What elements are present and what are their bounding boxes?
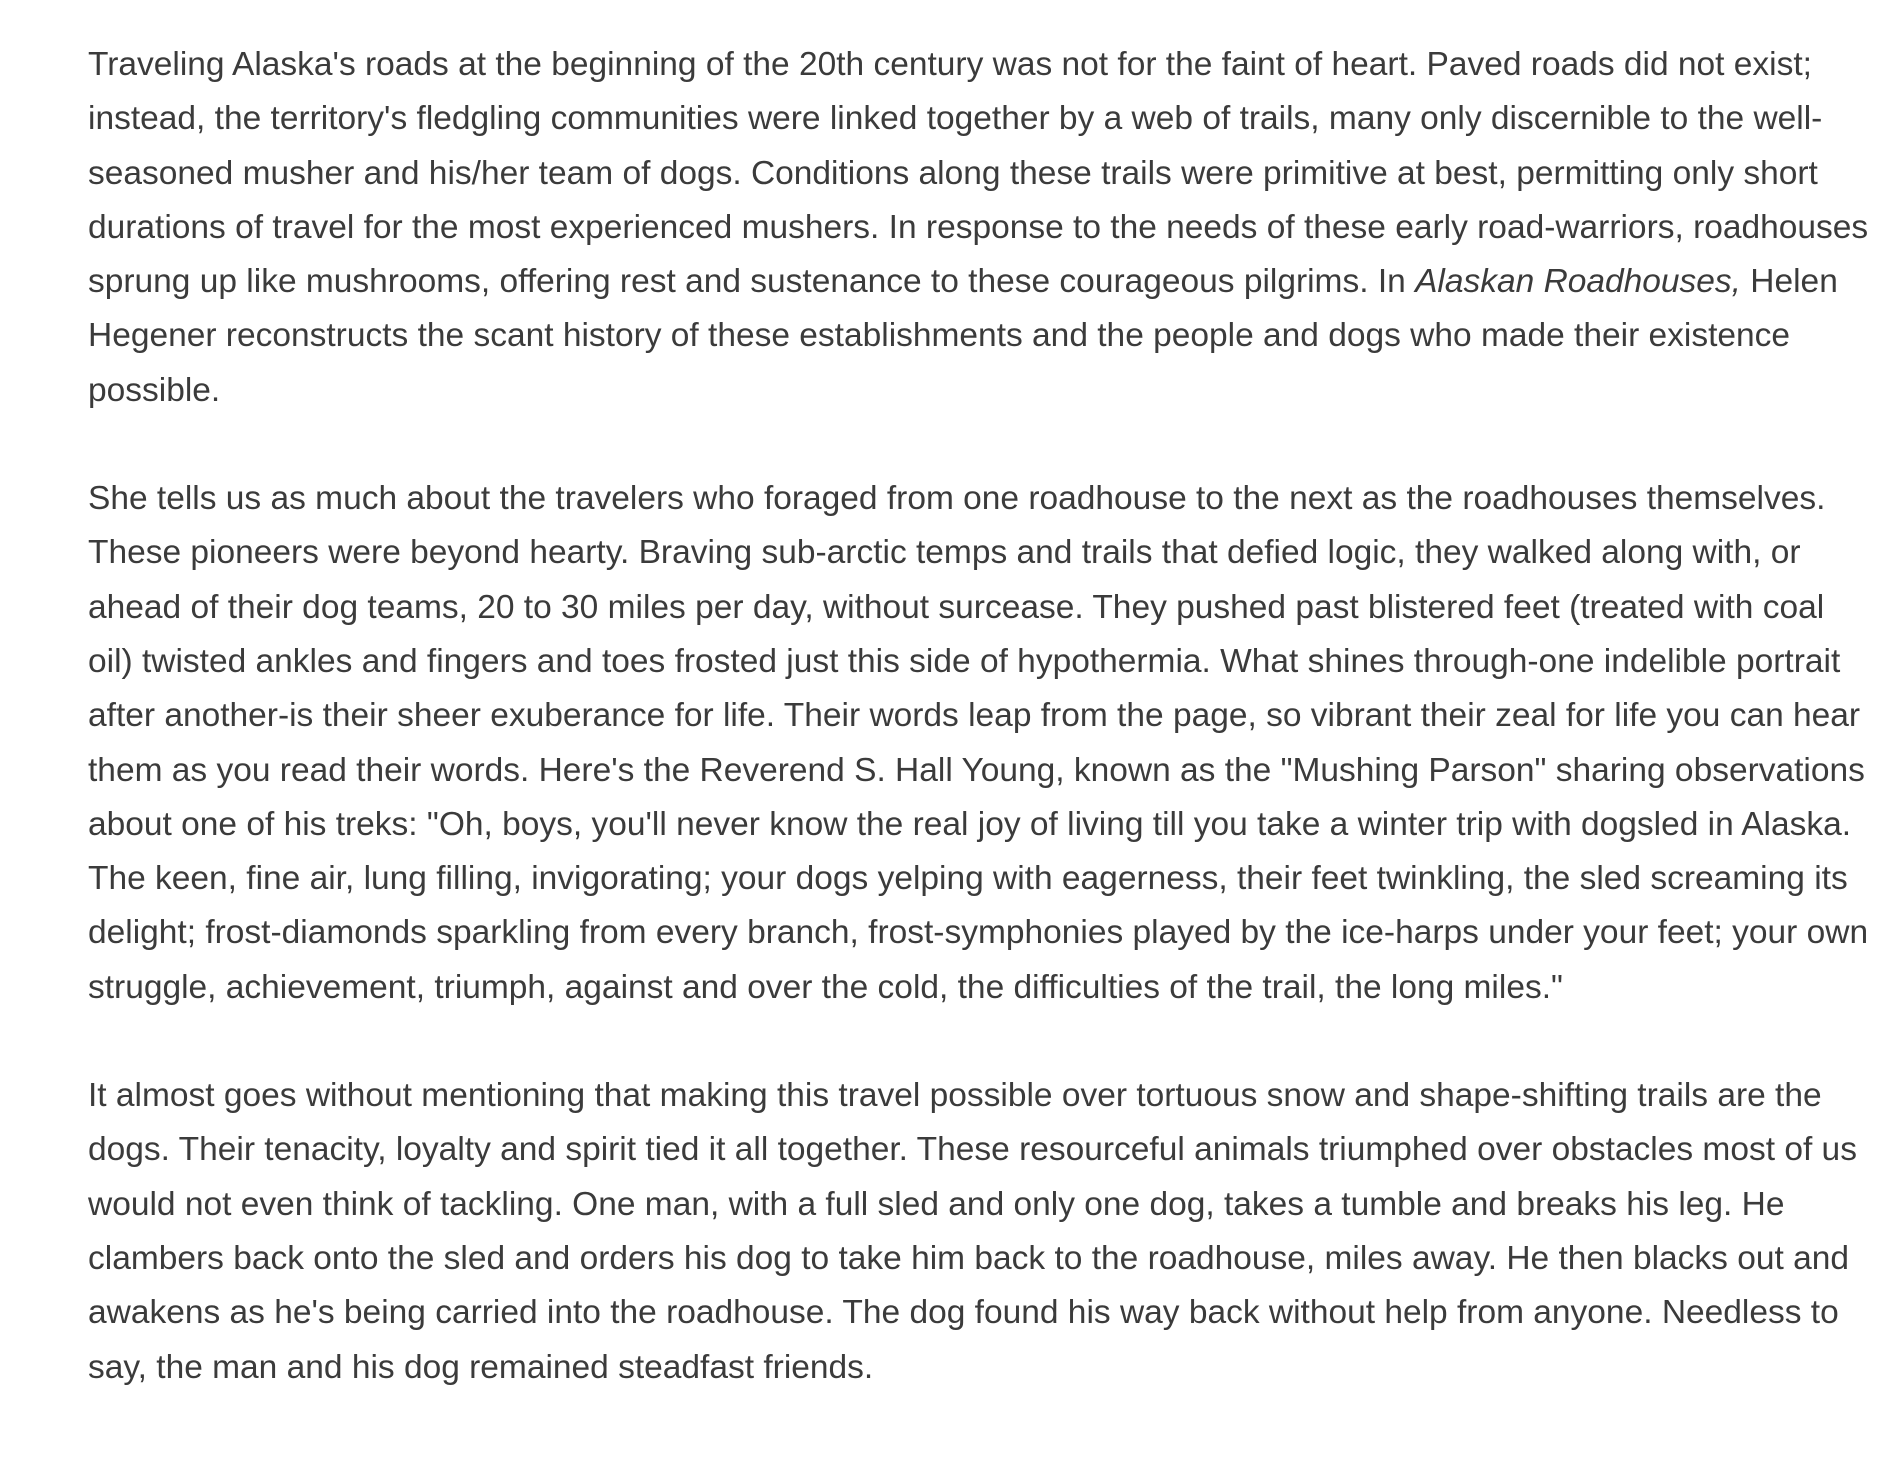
paragraph-intro [88,38,1878,418]
paragraph-intro-text-end: Helen Hegener reconstructs the scant history of these establishments and the people and dogs who made their existence possible. [88,263,1838,409]
paragraph-dogs: It almost goes without mentioning that making this travel possible over tortuous snow and shape-shifting trails are the dogs. Their tenacity, loyalty and spirit tied it all together. These resourceful animals triumphed over obstacles most of us would not even think of tackling. One man, with a full sled and only one dog, takes a tumble and breaks his leg. He clambers back onto the sled and orders his dog to take him back to the roadhouse, miles away. He then blacks out and awakens as he's being carried into the roadhouse. The dog found his way back without help from anyone. Needless to say, the man and his dog remained steadfast friends. [88,1077,1857,1386]
paragraph-travelers: She tells us as much about the travelers who foraged from one roadhouse to the next as the roadhouses themselves. These pioneers were beyond hearty. Braving sub-arctic temps and trails that defied logic, they walked along with, or ahead of their dog teams, 20 to 30 miles per day, without surcease. They pushed past blistered feet (treated with coal oil) twisted ankles and fingers and toes frosted just this side of hypothermia. What shines through-one indelible portrait after another-is their sheer exuberance for life. Their words leap from the page, so vibrant their zeal for life you can hear them as you read their words. Here's the Reverend S. Hall Young, known as the "Mushing Parson" sharing observations about one of his treks: "Oh, boys, you'll never know the real joy of living till you take a winter trip with dogsled in Alaska. The keen, fine air, lung filling, invigorating; your dogs yelping with eagerness, their feet twinkling, the sled screaming its delight; frost-diamonds sparkling from every branch, frost-symphonies played by the ice-harps under your feet; your own struggle, achievement, triumph, against and over the cold, the difficulties of the trail, the long miles." [88,480,1869,1006]
article-body [88,38,1878,1449]
book-title: Alaskan Roadhouses, [1415,263,1741,301]
paragraph-intro-text-start: Traveling Alaska's roads at the beginning of the 20th century was not for the faint of heart. Paved roads did not exist; instead, the territory's fledgling communities were linked together by a web of trails, many only discernible to the well-seasoned musher and his/her team of dogs. Conditions along these trails were primitive at best, permitting only short durations of travel for the most experienced mushers. In response to the needs of these early road-warriors, roadhouses sprung up like mushrooms, offering rest and sustenance to these courageous pilgrims. In [88,46,1869,301]
